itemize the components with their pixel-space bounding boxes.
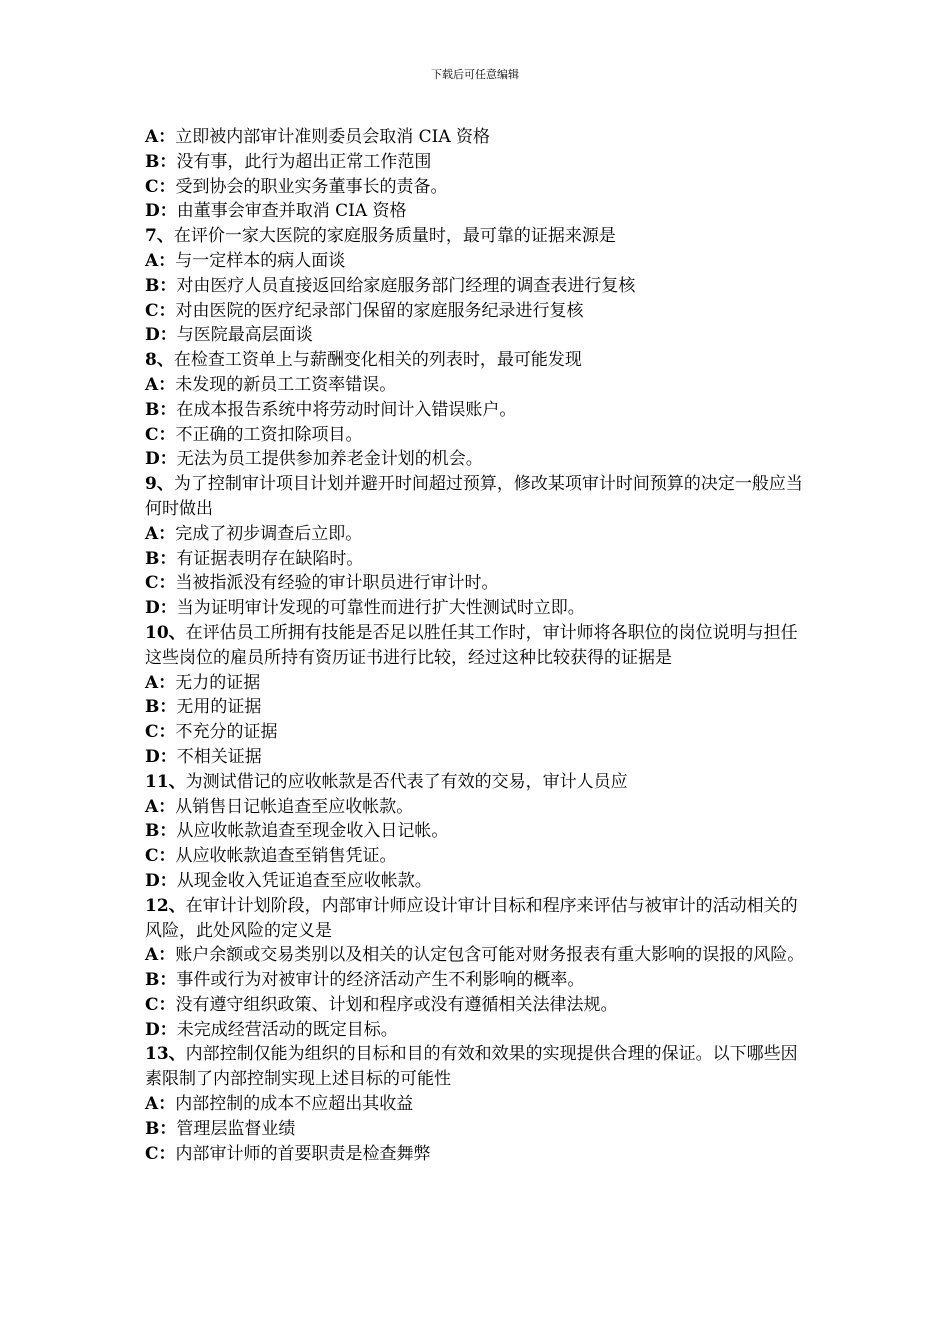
line-text: 管理层监督业绩 [176, 1118, 296, 1139]
document-body [145, 125, 810, 1166]
line-label: C： [145, 722, 176, 743]
line-label: C： [145, 424, 176, 445]
line-label: B： [145, 821, 177, 842]
option-line [145, 869, 810, 894]
line-label: B： [145, 275, 177, 296]
line-text: 事件或行为对被审计的经济活动产生不利影响的概率。 [176, 970, 585, 991]
option-line [145, 398, 810, 423]
question-line [145, 472, 810, 522]
line-label: A： [145, 374, 176, 395]
line-text: 与医院最高层面谈 [176, 325, 313, 346]
line-text: 为测试借记的应收帐款是否代表了有效的交易，审计人员应 [185, 771, 628, 792]
line-label: D： [145, 325, 177, 346]
line-text: 从销售日记帐追查至应收帐款。 [175, 796, 414, 817]
line-text: 无力的证据 [175, 672, 261, 693]
line-label: A： [145, 250, 176, 271]
line-label: C： [145, 176, 176, 197]
line-text: 无用的证据 [176, 697, 262, 718]
question-line [145, 621, 810, 671]
question-line [145, 348, 810, 373]
line-text: 不正确的工资扣除项目。 [175, 424, 363, 445]
line-label: B： [145, 399, 177, 420]
option-line [145, 968, 810, 993]
line-text: 不充分的证据 [175, 722, 278, 743]
line-label: 12、 [145, 895, 186, 916]
line-label: D： [145, 201, 177, 222]
line-text: 从现金收入凭证追查至应收帐款。 [176, 870, 432, 891]
option-line [145, 323, 810, 348]
option-line [145, 1142, 810, 1167]
line-text: 无法为员工提供参加养老金计划的机会。 [176, 449, 483, 470]
option-line [145, 447, 810, 472]
line-text: 没有事，此行为超出正常工作范围 [176, 151, 432, 172]
line-text: 在评价一家大医院的家庭服务质量时，最可靠的证据来源是 [173, 226, 616, 247]
line-label: C： [145, 300, 176, 321]
option-line [145, 249, 810, 274]
option-line [145, 423, 810, 448]
line-text: 当为证明审计发现的可靠性而进行扩大性测试时立即。 [176, 598, 585, 619]
line-text: 当被指派没有经验的审计职员进行审计时。 [175, 573, 499, 594]
page-header: 下载后可任意编辑 [431, 68, 519, 81]
question-line [145, 894, 810, 944]
line-label: B： [145, 151, 177, 172]
line-text: 内部控制仅能为组织的目标和目的有效和效果的实现提供合理的保证。以下哪些因素限制了内部控制实现上述目标的可能性 [145, 1044, 798, 1090]
line-text: 受到协会的职业实务董事长的责备。 [175, 176, 448, 197]
option-line [145, 199, 810, 224]
line-label: A： [145, 523, 176, 544]
line-label: A： [145, 672, 176, 693]
line-text: 内部控制的成本不应超出其收益 [175, 1094, 414, 1115]
line-label: D： [145, 598, 177, 619]
option-line [145, 299, 810, 324]
option-line [145, 125, 810, 150]
option-line [145, 150, 810, 175]
line-label: 11、 [145, 771, 186, 792]
option-line [145, 522, 810, 547]
option-line [145, 571, 810, 596]
line-text: 完成了初步调查后立即。 [175, 523, 363, 544]
line-label: C： [145, 1143, 176, 1164]
line-text: 有证据表明存在缺陷时。 [176, 548, 364, 569]
option-line [145, 1092, 810, 1117]
option-line [145, 1018, 810, 1043]
line-label: 13、 [145, 1044, 186, 1065]
option-line [145, 819, 810, 844]
line-text: 对由医疗人员直接返回给家庭服务部门经理的调查表进行复核 [176, 275, 636, 296]
line-label: D： [145, 870, 177, 891]
line-text: 从应收帐款追查至现金收入日记帐。 [176, 821, 449, 842]
line-text: 在评估员工所拥有技能是否足以胜任其工作时，审计师将各职位的岗位说明与担任这些岗位的雇员所持有资历证书进行比较，经过这种比较获得的证据是 [145, 622, 798, 668]
line-text: 没有遵守组织政策、计划和程序或没有遵循相关法律法规。 [175, 994, 618, 1015]
option-line [145, 175, 810, 200]
line-text: 不相关证据 [176, 746, 262, 767]
question-line [145, 224, 810, 249]
line-text: 在成本报告系统中将劳动时间计入错误账户。 [176, 399, 517, 420]
line-label: D： [145, 1019, 177, 1040]
line-label: A： [145, 945, 176, 966]
option-line [145, 547, 810, 572]
option-line [145, 745, 810, 770]
line-label: C： [145, 994, 176, 1015]
line-label: 8、 [145, 350, 174, 371]
line-label: D： [145, 449, 177, 470]
line-label: B： [145, 548, 177, 569]
line-label: B： [145, 697, 177, 718]
line-label: B： [145, 970, 177, 991]
option-line [145, 274, 810, 299]
line-label: A： [145, 127, 176, 147]
line-text: 在审计计划阶段，内部审计师应设计审计目标和程序来评估与被审计的活动相关的风险，此处风险的定义是 [145, 895, 798, 941]
line-label: A： [145, 796, 176, 817]
line-text: 由董事会审查并取消 CIA 资格 [176, 201, 407, 222]
line-text: 对由医院的医疗纪录部门保留的家庭服务纪录进行复核 [175, 300, 584, 321]
line-text: 未完成经营活动的既定目标。 [176, 1019, 398, 1040]
option-line [145, 373, 810, 398]
line-label: 10、 [145, 622, 186, 643]
question-line [145, 1042, 810, 1092]
question-line [145, 770, 810, 795]
line-label: C： [145, 846, 176, 867]
line-label: A： [145, 1094, 176, 1115]
line-text: 从应收帐款追查至销售凭证。 [175, 846, 397, 867]
option-line [145, 596, 810, 621]
line-label: C： [145, 573, 176, 594]
option-line [145, 1117, 810, 1142]
line-label: 7、 [145, 226, 174, 247]
line-label: D： [145, 746, 177, 767]
line-text: 与一定样本的病人面谈 [175, 250, 346, 271]
line-text: 未发现的新员工工资率错误。 [175, 374, 397, 395]
option-line [145, 943, 810, 968]
line-text: 立即被内部审计准则委员会取消 CIA 资格 [175, 127, 491, 147]
line-label: 9、 [145, 474, 174, 495]
line-text: 在检查工资单上与薪酬变化相关的列表时，最可能发现 [173, 350, 582, 371]
line-label: B： [145, 1118, 177, 1139]
option-line [145, 671, 810, 696]
option-line [145, 720, 810, 745]
option-line [145, 695, 810, 720]
option-line [145, 844, 810, 869]
option-line [145, 795, 810, 820]
line-text: 内部审计师的首要职责是检查舞弊 [175, 1143, 431, 1164]
line-text: 账户余额或交易类别以及相关的认定包含可能对财务报表有重大影响的误报的风险。 [175, 945, 805, 966]
option-line [145, 993, 810, 1018]
line-text: 为了控制审计项目计划并避开时间超过预算，修改某项审计时间预算的决定一般应当何时做出 [145, 474, 803, 519]
